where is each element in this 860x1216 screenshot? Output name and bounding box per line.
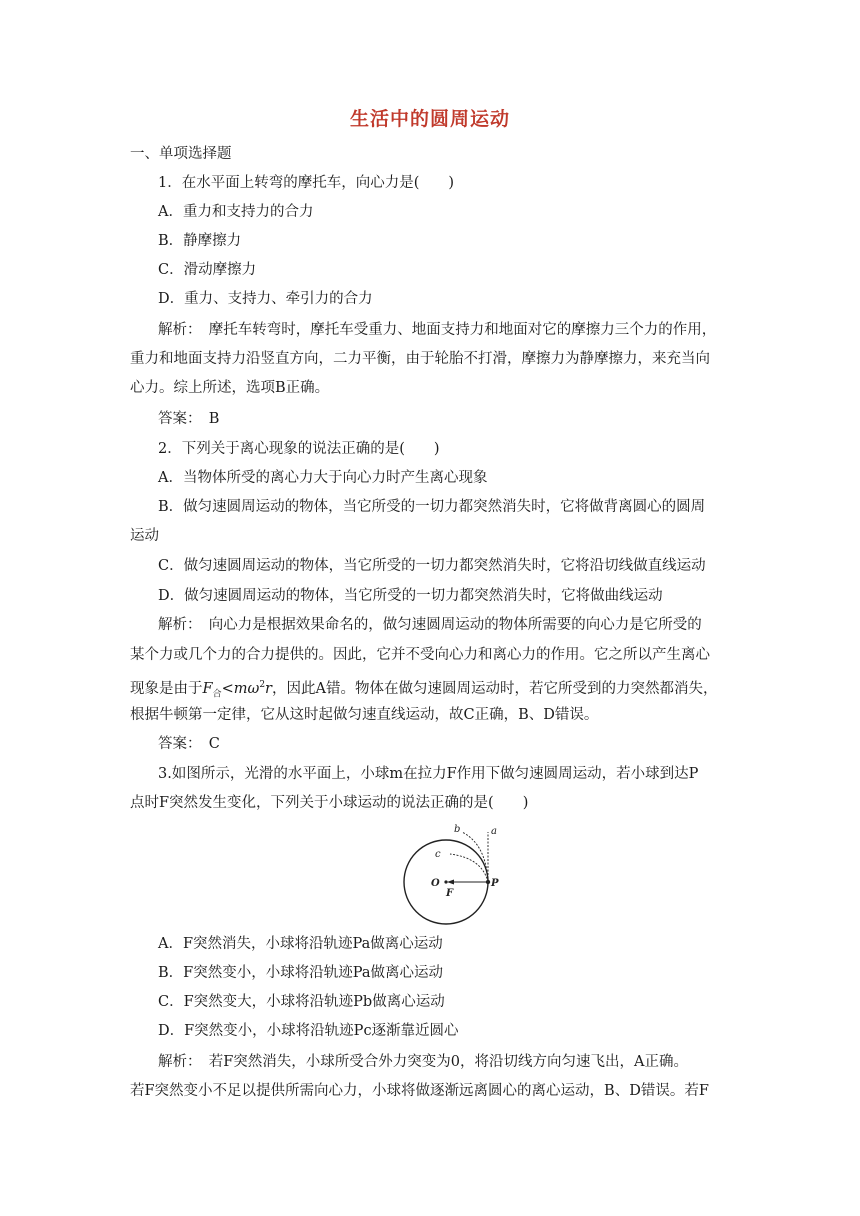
formula-sub: 合 xyxy=(212,689,222,700)
q1-option-b: B．静摩擦力 xyxy=(158,233,242,249)
q1-analysis-line: 解析： 摩托车转弯时，摩托车受重力、地面支持力和地面对它的摩擦力三个力的作用， xyxy=(158,322,717,338)
q2-option-d: D．做匀速圆周运动的物体，当它所受的一切力都突然消失时，它将做曲线运动 xyxy=(158,588,663,604)
path-pb xyxy=(462,832,488,882)
q2-option-a: A．当物体所受的离心力大于向心力时产生离心现象 xyxy=(158,470,488,486)
q2-analysis-line: 某个力或几个力的合力提供的。因此，它并不受向心力和离心力的作用。它之所以产生离心 xyxy=(130,647,710,663)
q3-option-a: A．F突然消失，小球将沿轨迹Pa做离心运动 xyxy=(158,936,443,952)
center-dot xyxy=(444,880,447,883)
label-c: c xyxy=(435,849,441,860)
formula-m-omega: mω xyxy=(233,680,260,697)
q3-analysis-line: 解析： 若F突然消失，小球所受合外力突变为0，将沿切线方向匀速飞出，A正确。 xyxy=(158,1054,689,1070)
circular-motion-figure xyxy=(398,822,508,926)
q1-analysis-line: 心力。综上所述，选项B正确。 xyxy=(130,380,330,396)
q3-option-d: D．F突然变小，小球将沿轨迹Pc逐渐靠近圆心 xyxy=(158,1023,459,1039)
q3-stem-cont: 点时F突然发生变化，下列关于小球运动的说法正确的是( ) xyxy=(130,795,529,811)
q3-analysis-line: 若F突然变小不足以提供所需向心力，小球将做逐渐远离圆心的离心运动，B、D错误。若F xyxy=(130,1083,709,1099)
formula-r: r xyxy=(265,680,272,697)
formula-lt: < xyxy=(221,680,234,697)
q2-analysis-line: 根据牛顿第一定律，它从这时起做匀速直线运动，故C正确，B、D错误。 xyxy=(130,707,599,723)
circular-motion-diagram xyxy=(398,822,508,926)
q2-analysis-formula-line xyxy=(130,675,717,705)
formula-prefix: 现象是由于 xyxy=(130,680,203,697)
q3-stem: 3.如图所示，光滑的水平面上，小球m在拉力F作用下做匀速圆周运动，若小球到达P xyxy=(158,766,699,782)
ball-p xyxy=(486,880,490,884)
label-f: F xyxy=(446,888,454,899)
q2-answer: 答案： C xyxy=(158,736,220,752)
formula-f: F xyxy=(202,680,213,697)
path-pc xyxy=(450,854,488,882)
q1-option-a: A．重力和支持力的合力 xyxy=(158,204,314,220)
q2-analysis-line: 解析： 向心力是根据效果命名的，做匀速圆周运动的物体所需要的向心力是它所受的 xyxy=(158,617,702,633)
formula-sup: 2 xyxy=(259,680,266,690)
label-b: b xyxy=(454,824,461,835)
q2-stem: 2．下列关于离心现象的说法正确的是( ) xyxy=(158,441,440,457)
q2-option-c: C．做匀速圆周运动的物体，当它所受的一切力都突然消失时，它将沿切线做直线运动 xyxy=(158,558,706,574)
q2-option-b-cont: 运动 xyxy=(130,528,159,544)
label-a: a xyxy=(491,826,497,837)
section-heading: 一、单项选择题 xyxy=(130,146,232,162)
q1-option-d: D．重力、支持力、牵引力的合力 xyxy=(158,291,373,307)
page-title: 生活中的圆周运动 xyxy=(349,108,510,130)
q1-analysis-line: 重力和地面支持力沿竖直方向，二力平衡，由于轮胎不打滑，摩擦力为静摩擦力，来充当向 xyxy=(130,351,710,367)
q3-option-c: C．F突然变大，小球将沿轨迹Pb做离心运动 xyxy=(158,994,445,1010)
q2-option-b: B．做匀速圆周运动的物体，当它所受的一切力都突然消失时，它将做背离圆心的圆周 xyxy=(158,499,706,515)
label-o: O xyxy=(431,878,440,889)
formula-suffix: ，因此A错。物体在做匀速圆周运动时，若它所受到的力突然都消失， xyxy=(271,680,718,697)
q1-option-c: C．滑动摩擦力 xyxy=(158,262,257,278)
q1-answer: 答案： B xyxy=(158,411,220,427)
q1-stem: 1．在水平面上转弯的摩托车，向心力是( ) xyxy=(158,175,455,191)
label-p: P xyxy=(491,878,499,889)
force-arrow-head xyxy=(447,880,454,885)
q3-option-b: B．F突然变小，小球将沿轨迹Pa做离心运动 xyxy=(158,965,443,981)
